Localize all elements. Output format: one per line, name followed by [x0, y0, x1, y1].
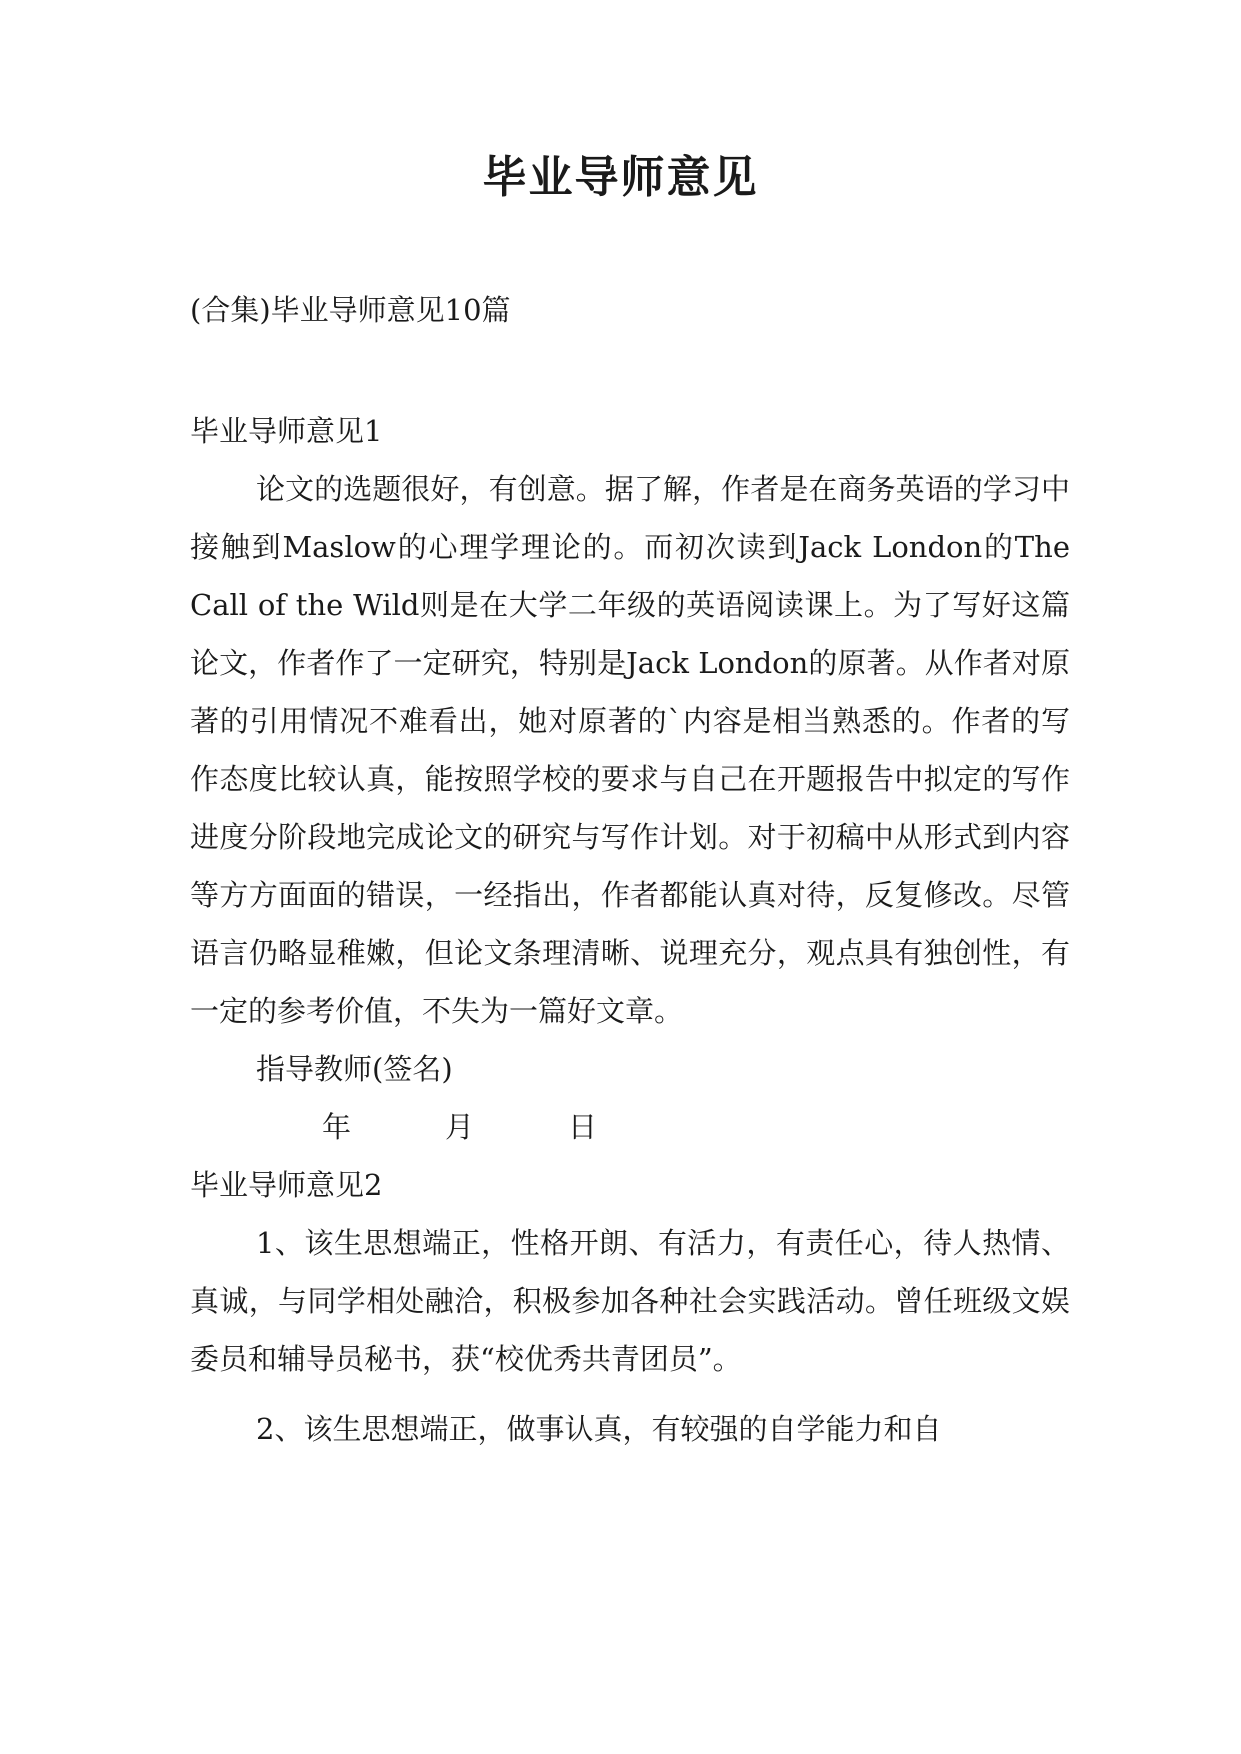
date-month: 月: [445, 1110, 475, 1144]
section-2-paragraph-2: 2、该生思想端正，做事认真，有较强的自学能力和自: [256, 1412, 942, 1446]
date-year: 年: [322, 1110, 352, 1144]
date-day: 日: [568, 1110, 598, 1144]
section-2-heading: 毕业导师意见2: [190, 1168, 383, 1202]
document-subtitle: (合集)毕业导师意见10篇: [190, 293, 511, 327]
document-body: [190, 402, 1070, 1458]
date-line: [190, 1098, 1070, 1156]
signature-line: 指导教师(签名): [256, 1052, 453, 1086]
document-title: 毕业导师意见: [482, 152, 759, 203]
section-1-heading: 毕业导师意见1: [190, 414, 383, 448]
section-1-paragraph: 论文的选题很好，有创意。据了解，作者是在商务英语的学习中接触到Maslow的心理学理论的。而初次读到Jack London的The Call of the Wild则是在大学二年级的英语阅读课上。为了写好这篇论文，作者作了一定研究，特别是Jack London的原著。从作者对原著的引用情况不难看出，她对原著的`内容是相当熟悉的。作者的写作态度比较认真，能按照学校的要求与自己在开题报告中拟定的写作进度分阶段地完成论文的研究与写作计划。对于初稿中从形式到内容等方方面面的错误，一经指出，作者都能认真对待，反复修改。尽管语言仍略显稚嫩，但论文条理清晰、说理充分，观点具有独创性，有一定的参考价值，不失为一篇好文章。: [190, 472, 1071, 1028]
section-2-paragraph-1: 1、该生思想端正，性格开朗、有活力，有责任心，待人热情、真诚，与同学相处融洽，积极参加各种社会实践活动。曾任班级文娱委员和辅导员秘书，获“校优秀共青团员”。: [190, 1226, 1070, 1376]
